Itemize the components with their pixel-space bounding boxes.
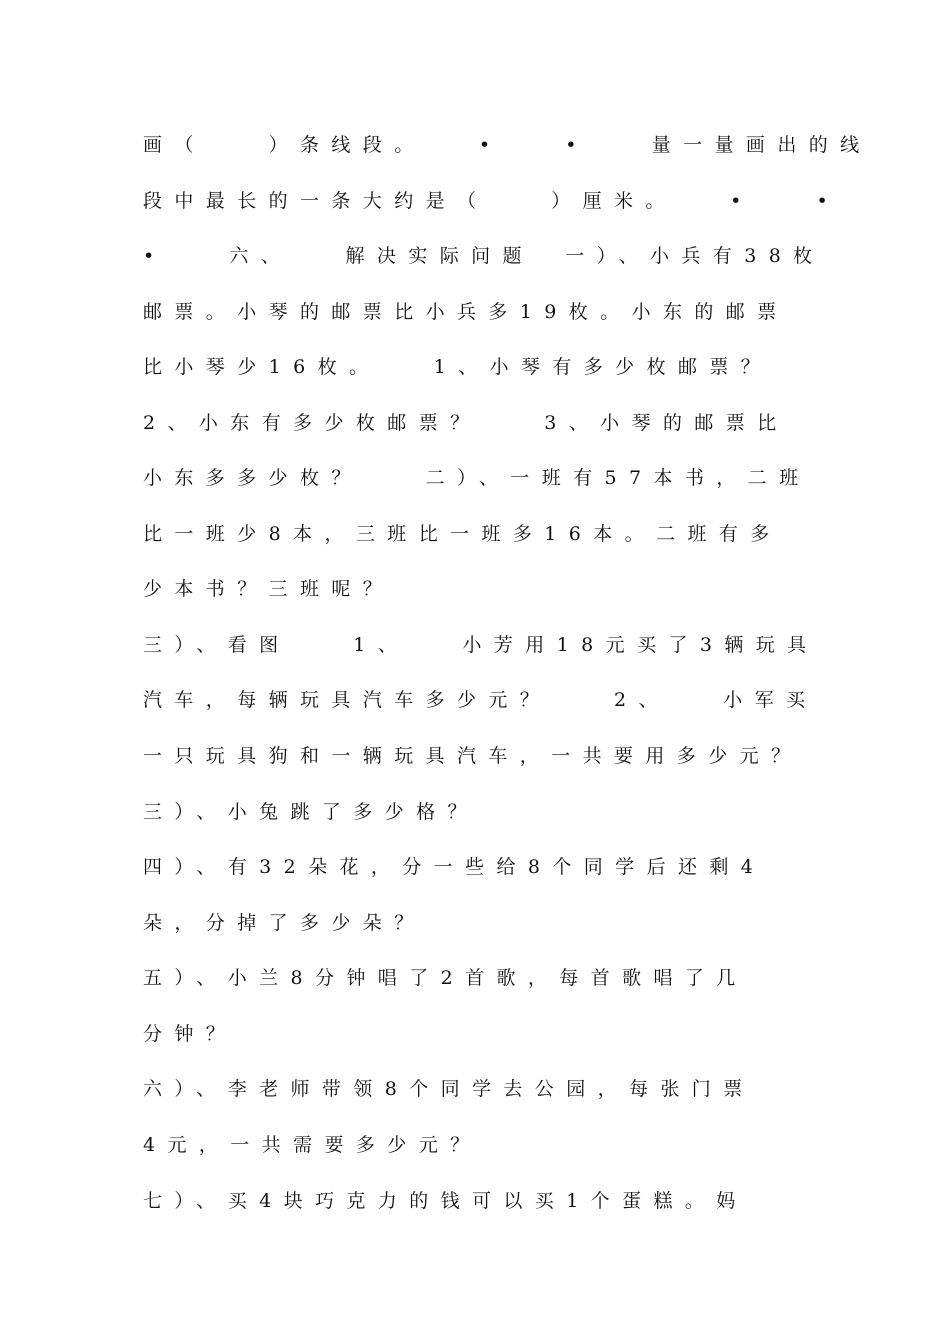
text-line: 朵，分掉了多少朵？ xyxy=(143,912,426,934)
text-line: 邮票。小琴的邮票比小兵多19枚。小东的邮票 xyxy=(143,301,789,323)
text-line: 五）、小兰8分钟唱了2首歌，每首歌唱了几 xyxy=(143,967,748,989)
text-line: 画（ ）条线段。 • • 量一量画出的线 xyxy=(143,134,872,156)
text-line: • 六、 解决实际问题 一）、小兵有38枚 xyxy=(143,245,825,267)
text-line: 比一班少8本，三班比一班多16本。二班有多 xyxy=(143,523,782,545)
text-line: 汽车，每辆玩具汽车多少元？ 2、 小军买 xyxy=(143,689,818,711)
text-line: 分钟？ xyxy=(143,1023,238,1045)
text-line: 七）、买4块巧克力的钱可以买1个蛋糕。妈 xyxy=(143,1190,748,1212)
text-line: 段中最长的一条大约是（ ）厘米。 • • xyxy=(143,190,841,212)
text-line: 比小琴少16枚。 1、小琴有多少枚邮票？ xyxy=(143,356,773,378)
text-line: 少本书？三班呢？ xyxy=(143,578,395,600)
text-line: 三）、看图 1、 小芳用18元买了3辆玩具 xyxy=(143,634,819,656)
text-line: 四）、有32朵花，分一些给8个同学后还剩4 xyxy=(143,856,766,878)
text-line: 一只玩具狗和一辆玩具汽车，一共要用多少元？ xyxy=(143,745,803,767)
text-line: 六）、李老师带领8个同学去公园，每张门票 xyxy=(143,1078,755,1100)
text-line: 2、小东有多少枚邮票？ 3、小琴的邮票比 xyxy=(143,412,789,434)
text-line: 小东多多少枚？ 二）、一班有57本书，二班 xyxy=(143,467,811,489)
text-line: 4元，一共需要多少元？ xyxy=(143,1134,482,1156)
text-line: 三）、小兔跳了多少格？ xyxy=(143,801,479,823)
